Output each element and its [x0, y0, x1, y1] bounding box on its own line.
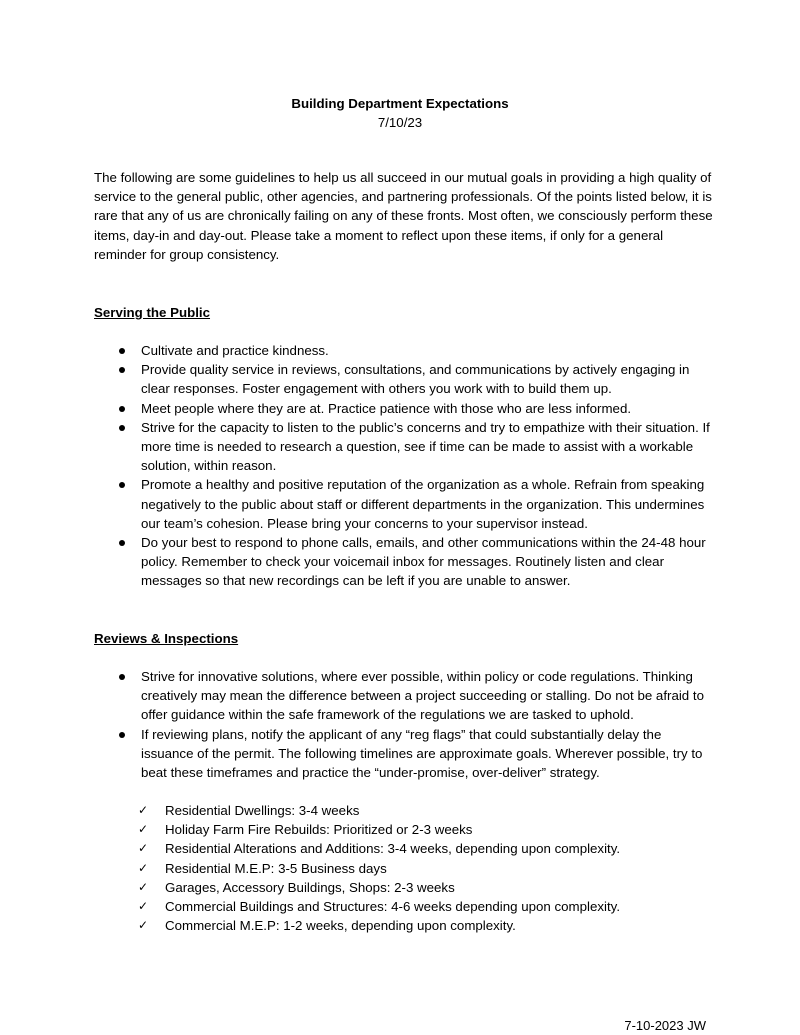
list-item — [94, 725, 714, 783]
checklist-item-text: Residential M.E.P: 3-5 Business days — [165, 860, 387, 876]
checklist-item — [94, 916, 714, 935]
serving-public-list — [94, 341, 714, 591]
section-heading-reviews-inspections: Reviews & Inspections — [94, 631, 239, 646]
checklist-item — [94, 859, 714, 878]
intro-paragraph: The following are some guidelines to help us all succeed in our mutual goals in providing a high quality of service to the general public, other agencies, and partnering professionals. Of the points listed below, it is rare that any of us are chronically failing on any of these fronts. Most often, we consciously perform these items, day-in and day-out. Please take a moment to reflect upon these items, if only for a general reminder for group consistency. — [94, 170, 713, 262]
list-item-text: Provide quality service in reviews, consultations, and communications by actively engaging in clear responses. Foster engagement with others you work with to build them up. — [141, 362, 690, 397]
bullet-icon — [119, 406, 125, 412]
checklist-item — [94, 897, 714, 916]
checklist-item-text: Commercial Buildings and Structures: 4-6 weeks depending upon complexity. — [165, 899, 621, 915]
reviews-inspections-list — [94, 667, 714, 782]
document-date: 7/10/23 — [377, 115, 423, 130]
checkmark-icon: ✓ — [138, 899, 149, 914]
timeline-checklist — [94, 801, 714, 935]
list-item — [94, 360, 714, 398]
bullet-icon — [119, 540, 125, 546]
list-item — [94, 667, 714, 725]
checklist-item — [94, 839, 714, 858]
list-item — [94, 533, 714, 591]
list-item-text: Cultivate and practice kindness. — [141, 343, 329, 358]
list-item-text: Do your best to respond to phone calls, emails, and other communications within the 24-48 hour policy. Remember to check your voicemail inbox for messages. Routinely listen and clear messages so that new recordings can be left if you are unable to answer. — [141, 535, 706, 589]
section-heading-serving-public: Serving the Public — [94, 305, 211, 320]
bullet-icon — [119, 482, 125, 488]
bullet-icon — [119, 348, 125, 354]
checkmark-icon: ✓ — [138, 822, 149, 837]
list-item-text: If reviewing plans, notify the applicant of any “reg flags” that could substantially delay the issuance of the permit. The following timelines are approximate goals. Wherever possible, try to beat these timeframes and practice the “under-promise, over-deliver” strategy. — [141, 726, 703, 781]
checklist-item-text: Residential Alterations and Additions: 3-4 weeks, depending upon complexity. — [165, 841, 621, 857]
checklist-item-text: Holiday Farm Fire Rebuilds: Prioritized or 2-3 weeks — [165, 822, 473, 838]
checkmark-icon: ✓ — [138, 803, 149, 817]
checklist-item-text: Garages, Accessory Buildings, Shops: 2-3 weeks — [165, 879, 455, 895]
list-item — [94, 399, 714, 418]
checklist-item-text: Residential Dwellings: 3-4 weeks — [165, 803, 360, 818]
list-item-text: Meet people where they are at. Practice patience with those who are less informed. — [141, 400, 632, 416]
list-item-text: Promote a healthy and positive reputation of the organization as a whole. Refrain from speaking negatively to the public about staff or different departments in the organization. This undermines our team’s cohesion. Please bring your concerns to your supervisor instead. — [141, 477, 705, 531]
checklist-item — [94, 820, 714, 839]
checkmark-icon: ✓ — [138, 860, 149, 875]
bullet-icon — [119, 425, 125, 431]
checkmark-icon: ✓ — [138, 918, 149, 933]
bullet-icon — [119, 367, 125, 373]
checklist-item — [94, 801, 714, 820]
list-item-text: Strive for the capacity to listen to the public’s concerns and try to empathize with their situation. If more time is needed to research a question, see if time can be made to assist with a workable solution, within reason. — [141, 419, 710, 474]
list-item — [94, 341, 714, 360]
checkmark-icon: ✓ — [138, 879, 149, 894]
bullet-icon — [119, 732, 125, 738]
footer-note: 7-10-2023 JW — [624, 1018, 706, 1033]
checkmark-icon: ✓ — [138, 841, 149, 856]
checklist-item — [94, 878, 714, 897]
checklist-item-text: Commercial M.E.P: 1-2 weeks, depending upon complexity. — [165, 918, 516, 934]
document-title: Building Department Expectations — [291, 96, 509, 111]
list-item — [94, 418, 714, 476]
list-item — [94, 475, 714, 533]
list-item-text: Strive for innovative solutions, where ever possible, within policy or code regulations. Thinking creatively may mean the difference between a project succeeding or stalling. Do not be afraid to offer guidance within the safe framework of the regulations we are tasked to uphold. — [141, 669, 704, 723]
bullet-icon — [119, 674, 125, 680]
